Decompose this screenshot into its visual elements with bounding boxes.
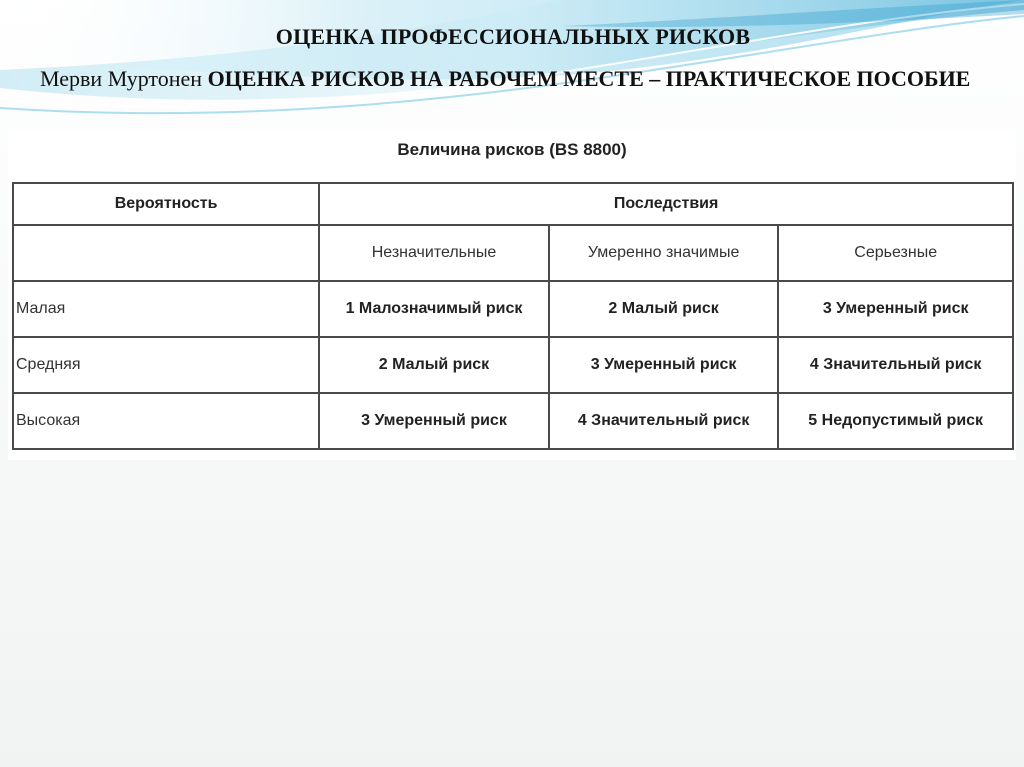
probability-label: Средняя: [13, 337, 319, 393]
book-title: ОЦЕНКА РИСКОВ НА РАБОЧЕМ МЕСТЕ – ПРАКТИЧЕСКОЕ ПОСОБИЕ: [207, 66, 971, 91]
risk-cell: 4 Значительный риск: [549, 393, 779, 449]
consequence-level: Умеренно значимые: [549, 225, 779, 281]
table-row: [13, 393, 1013, 449]
table-header-row: [13, 183, 1013, 225]
slide-title-text: ОЦЕНКА ПРОФЕССИОНАЛЬНЫХ РИСКОВ: [275, 24, 751, 49]
slide-title: [0, 24, 1024, 50]
probability-label: Высокая: [13, 393, 319, 449]
consequence-level: Серьезные: [778, 225, 1013, 281]
empty-corner-cell: [13, 225, 319, 281]
table-row: [13, 281, 1013, 337]
risk-cell: 2 Малый риск: [549, 281, 779, 337]
probability-label: Малая: [13, 281, 319, 337]
risk-cell: 3 Умеренный риск: [778, 281, 1013, 337]
risk-cell: 3 Умеренный риск: [319, 393, 549, 449]
consequence-levels-row: [13, 225, 1013, 281]
consequences-header: Последствия: [319, 183, 1013, 225]
risk-cell: 5 Недопустимый риск: [778, 393, 1013, 449]
risk-cell: 4 Значительный риск: [778, 337, 1013, 393]
probability-header: Вероятность: [13, 183, 319, 225]
risk-cell: 2 Малый риск: [319, 337, 549, 393]
consequence-level: Незначительные: [319, 225, 549, 281]
risk-matrix-table: [12, 182, 1014, 450]
author-name: Мерви Муртонен: [40, 66, 203, 91]
risk-cell: 1 Малозначимый риск: [319, 281, 549, 337]
table-row: [13, 337, 1013, 393]
book-reference: [40, 64, 1000, 94]
risk-cell: 3 Умеренный риск: [549, 337, 779, 393]
table-title: Величина рисков (BS 8800): [397, 140, 627, 159]
